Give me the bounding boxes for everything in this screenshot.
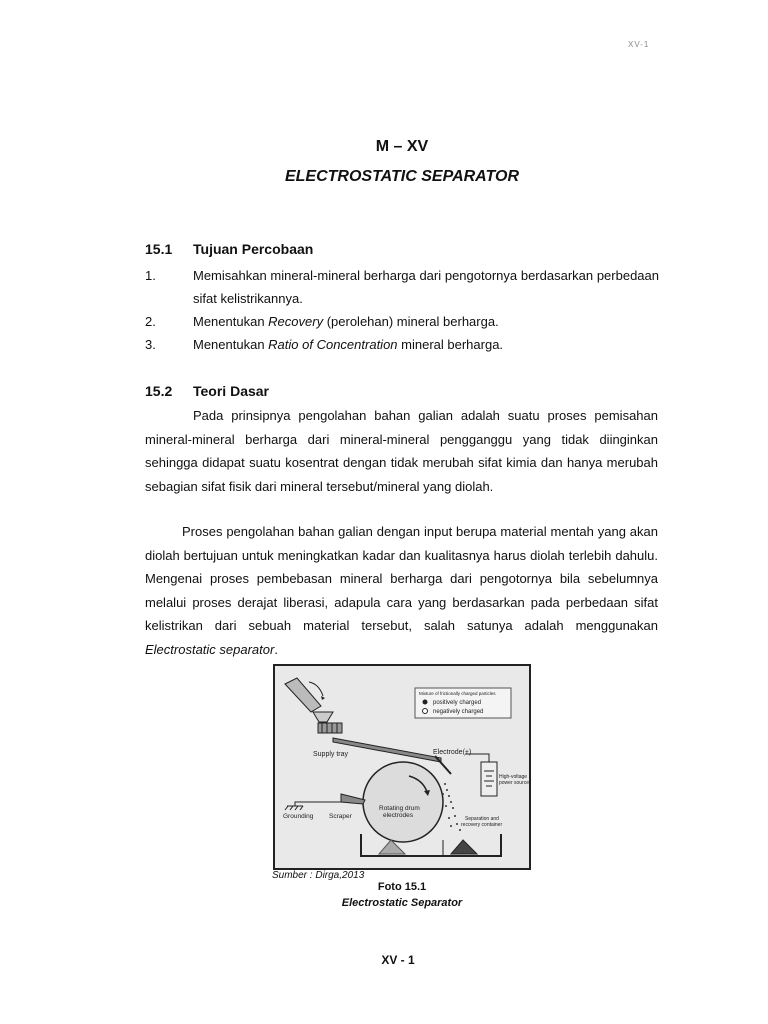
separator-diagram (275, 666, 529, 868)
section-title: Teori Dasar (193, 383, 269, 399)
section-heading-teori (145, 383, 269, 399)
list-text-pre: Menentukan (193, 337, 269, 352)
electrode-bar (435, 756, 451, 774)
paragraph-2 (145, 520, 658, 661)
grounding-label: Grounding (283, 813, 314, 820)
figure-electrostatic-separator (273, 664, 531, 870)
objectives-list (145, 264, 659, 356)
list-text-pre: Menentukan (193, 314, 269, 329)
drum-label-1: Rotating drum (379, 805, 420, 812)
section-heading-tujuan (145, 241, 313, 257)
chapter-title: M – XV (375, 138, 429, 155)
drum-label-2: electrodes (383, 812, 413, 819)
section-number: 15.2 (145, 383, 173, 399)
supply-tray-label: Supply tray (313, 751, 349, 758)
paragraph-2-em: Electrostatic separator (145, 641, 275, 657)
list-text-em: Ratio of Concentration (268, 337, 398, 352)
paragraph-1: Pada prinsipnya pengolahan bahan galian adalah suatu proses pemisahan mineral-mineral berharga dari mineral-mineral pengganggu yang tidak diinginkan sehingga didapat suatu kosentrat dengan tidak merubah sifat kimia dan hanya merubah sebagian sifat fisik dari mineral tersebut/mineral yang diolah. (145, 408, 658, 494)
list-number: 1. (145, 268, 156, 283)
list-item (145, 310, 659, 333)
negative-particle-icon (423, 709, 428, 714)
feed-arrow-head (321, 696, 325, 700)
list-text-post: (perolehan) mineral berharga. (323, 314, 499, 329)
hv-source (481, 762, 497, 796)
list-text-em: Recovery (268, 314, 324, 329)
figure-source: Sumber : Dirga,2013 (272, 870, 365, 881)
header-mark: XV-1 (628, 40, 650, 49)
ground-hatch (300, 806, 303, 810)
scraper-label: Scraper (329, 813, 352, 820)
paragraph-2-end: . (274, 641, 278, 657)
scraper (341, 794, 365, 804)
electrode-label: Electrode(+) (433, 749, 472, 756)
paragraph-2-text: Proses pengolahan bahan galian dengan input berupa material mentah yang akan diolah bertujuan untuk meningkatkan kadar dan kualitasnya harus diolah terlebih dahulu. Mengenai proses pembebasan mineral berharga dari pengotornya bila sebelumnya melalui proses derajat liberasi, adapula cara yang berdasarkan pada perbedaan sifat kelistrikan dari sebuah material tersebut, salah satunya adalah menggunakan (145, 524, 658, 633)
list-item (145, 333, 659, 356)
section-title: Tujuan Percobaan (193, 241, 314, 257)
chapter-subtitle: ELECTROSTATIC SEPARATOR (284, 168, 520, 185)
page-number: XV - 1 (381, 953, 415, 967)
feed-chute (285, 678, 321, 712)
legend-negative: negatively charged (433, 709, 484, 715)
hv-label-2: power source (499, 780, 529, 786)
figure-number: Foto 15.1 (377, 881, 427, 893)
list-item (145, 264, 659, 310)
figure-title: Electrostatic Separator (341, 897, 463, 909)
section-number: 15.1 (145, 241, 173, 257)
ground-hatch (295, 806, 298, 810)
container-label-1: Separation and (465, 816, 499, 822)
ground-hatch (285, 806, 288, 810)
ground-hatch (290, 806, 293, 810)
legend-positive: positively charged (433, 700, 482, 706)
list-text: Memisahkan mineral-mineral berharga dari pengotornya berdasarkan perbedaan sifat kelistrikannya. (193, 268, 659, 306)
nonconductor-pile (451, 840, 477, 854)
supply-tray (333, 738, 441, 762)
hopper (313, 712, 333, 722)
particle-stream (442, 783, 461, 831)
list-number: 2. (145, 314, 156, 329)
legend-title: Mixture of frictionally charged particles (419, 691, 496, 696)
positive-particle-icon (423, 700, 428, 705)
rotating-drum (363, 762, 443, 842)
list-number: 3. (145, 337, 156, 352)
hv-label-1: High-voltage (499, 774, 528, 780)
container-label-2: recovery container (461, 822, 503, 828)
list-text-post: mineral berharga. (397, 337, 504, 352)
